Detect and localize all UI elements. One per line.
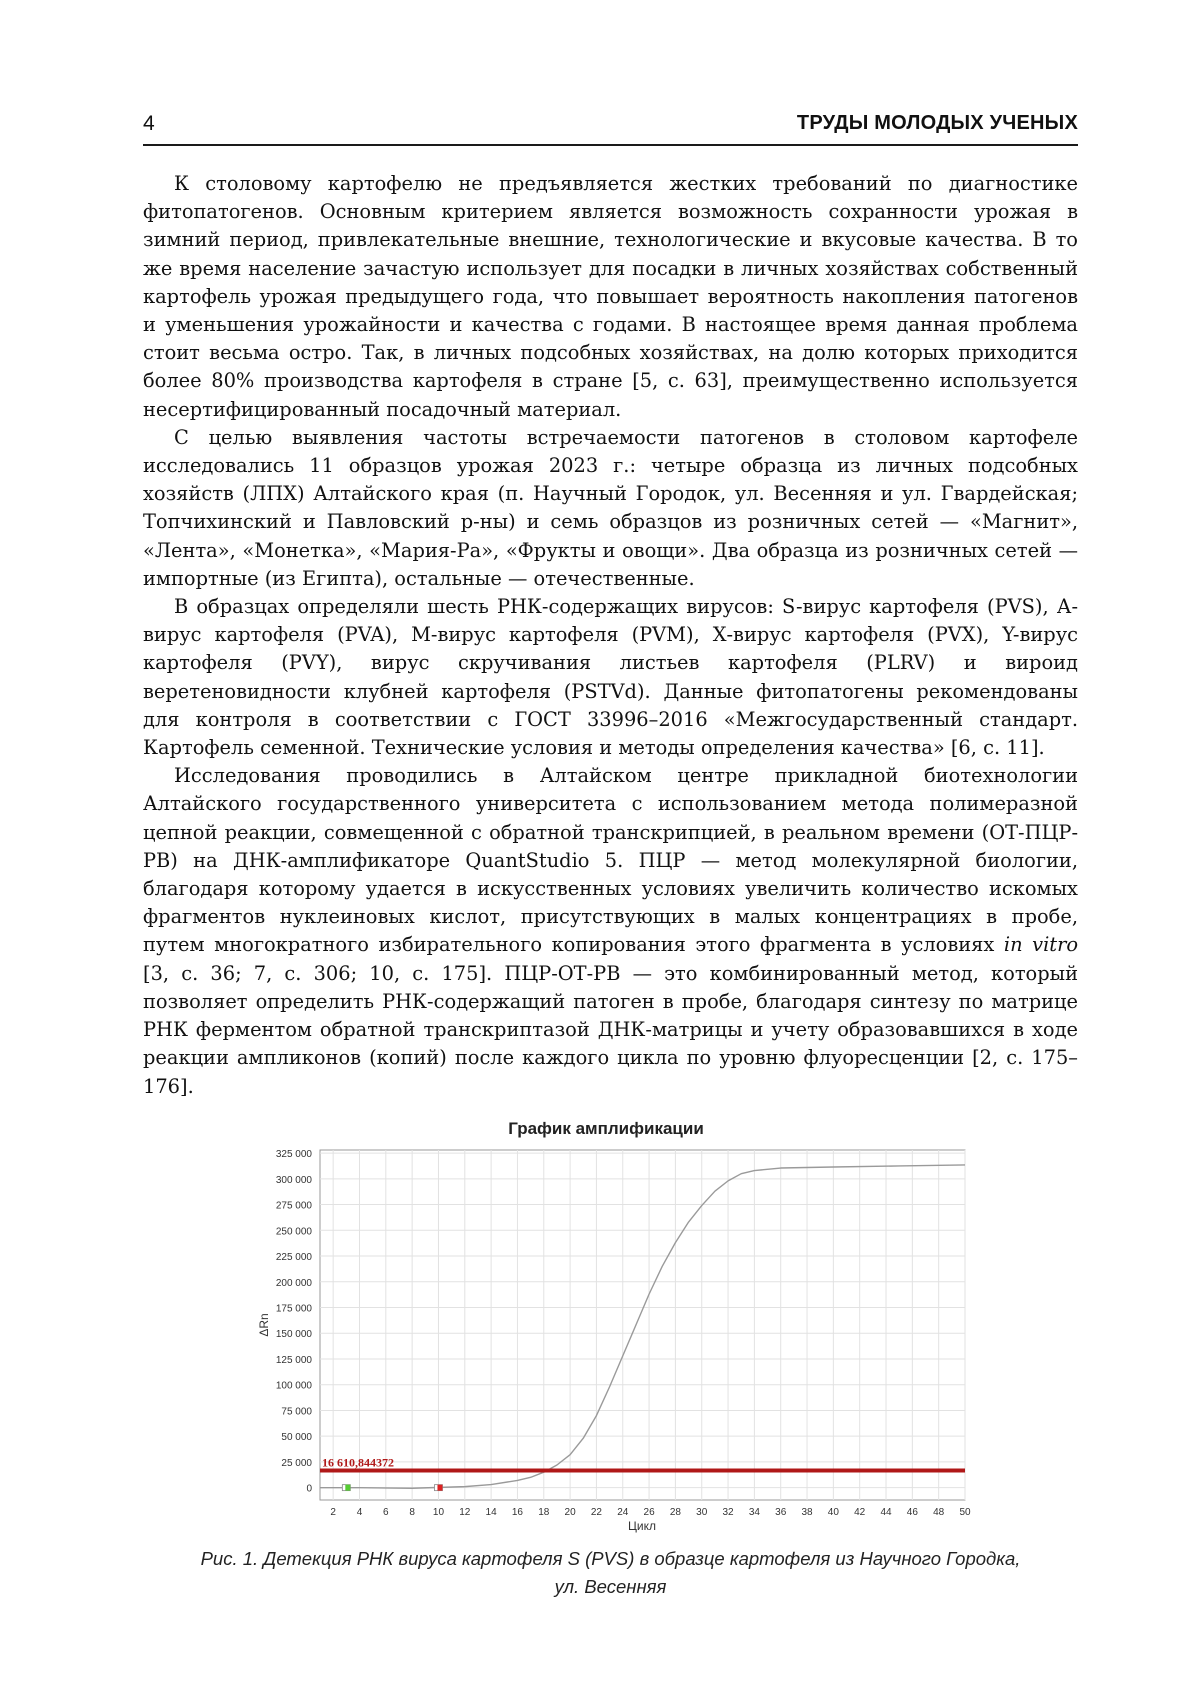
- y-tick-label: 250 000: [275, 1226, 312, 1238]
- paragraph-4-italic-term: in vitro: [1003, 933, 1079, 957]
- x-tick-label: 14: [485, 1507, 497, 1518]
- x-tick-label: 10: [432, 1507, 445, 1518]
- running-header: [143, 108, 1078, 146]
- x-tick-label: 34: [748, 1507, 760, 1518]
- x-tick-labels: [330, 1507, 971, 1518]
- paragraph-4: [143, 762, 1078, 1100]
- x-tick-label: 20: [564, 1507, 576, 1518]
- amplification-chart: [240, 1110, 975, 1540]
- x-tick-label: 2: [330, 1507, 336, 1518]
- x-axis-label: Цикл: [628, 1519, 656, 1533]
- x-tick-label: 38: [801, 1507, 813, 1518]
- y-axis-label: ΔRn: [257, 1313, 271, 1337]
- y-tick-label: 300 000: [275, 1174, 312, 1186]
- paragraph-2: С целью выявления частоты встречаемости патогенов в столовом картофеле исследовались 11 образцов урожая 2023 г.: четыре образца из личных подсобных хозяйств (ЛПХ) Алтайского края (п. Научный Городок, ул. Весенняя и ул. Гвардейская; Топчихинский и Павловский р-ны) и семь образцов из розничных сетей — «Магнит», «Лента», «Монетка», «Мария-Ра», «Фрукты и овощи». Два образца из розничных сетей — импортные (из Египта), остальные — отечественные.: [143, 425, 1078, 590]
- x-tick-label: 24: [617, 1507, 629, 1518]
- y-tick-label: 225 000: [275, 1252, 312, 1264]
- y-tick-label: 25 000: [281, 1457, 312, 1469]
- paragraph-3: В образцах определяли шесть РНК-содержащих вирусов: S-вирус картофеля (PVS), А-вирус картофеля (PVA), М-вирус картофеля (PVM), Х-вирус картофеля (PVX), Y-вирус картофеля (PVY), вирус скручивания листьев картофеля (PLRV) и вироид веретеновидности клубней картофеля (PSTVd). Данные фитопатогены рекомендованы для контроля в соответствии с ГОСТ 33996–2016 «Межгосударственный стандарт. Картофель семенной. Технические условия и методы определения качества» [6, с. 11].: [143, 595, 1078, 760]
- x-tick-label: 46: [906, 1507, 918, 1518]
- y-tick-label: 0: [306, 1483, 312, 1495]
- x-tick-label: 22: [590, 1507, 602, 1518]
- x-tick-label: 18: [538, 1507, 550, 1518]
- journal-title: ТРУДЫ МОЛОДЫХ УЧЕНЫХ: [796, 112, 1078, 134]
- x-tick-label: 4: [356, 1507, 363, 1518]
- x-tick-label: 36: [775, 1507, 787, 1518]
- y-tick-label: 150 000: [275, 1329, 312, 1341]
- marker-1: [437, 1485, 442, 1491]
- y-tick-label: 100 000: [275, 1380, 312, 1392]
- y-tick-labels: [276, 1149, 313, 1495]
- x-tick-label: 26: [643, 1507, 655, 1518]
- paragraph-1: К столовому картофелю не предъявляется жестких требований по диагностике фитопатогенов. Основным критерием является возможность сохранности урожая в зимний период, привлекательные внешние, технологические и вкусовые качества. В то же время население зачастую использует для посадки в личных хозяйствах собственный картофель урожая предыдущего года, что повышает вероятность накопления патогенов и уменьшения урожайности и качества с годами. В настоящее время данная проблема стоит весьма остро. Так, в личных подсобных хозяйствах, на долю которых приходится более 80% производства картофеля в стране [5, с. 63], преимущественно используется несертифицированный посадочный материал.: [143, 172, 1078, 421]
- marker-0: [345, 1485, 350, 1491]
- y-tick-label: 75 000: [281, 1406, 312, 1418]
- paragraph-4-text-a: Исследования проводились в Алтайском центре прикладной биотехнологии Алтайского государственного университета с использованием метода полимеразной цепной реакции, совмещенной с обратной транскрипцией, в реальном времени (ОТ-ПЦР-РВ) на ДНК-амплификаторе QuantStudio 5. ПЦР — метод молекулярной биологии, благодаря которому удается в искусственных условиях увеличить количество искомых фрагментов нуклеиновых кислот, присутствующих в малых концентрациях в пробе, путем многократного избирательного копирования этого фрагмента в условиях: [143, 764, 1078, 957]
- x-tick-label: 28: [669, 1507, 681, 1518]
- figure-caption: [143, 1545, 1078, 1601]
- y-tick-label: 200 000: [275, 1277, 312, 1289]
- y-tick-label: 175 000: [275, 1303, 312, 1315]
- x-tick-label: 6: [383, 1507, 389, 1518]
- x-tick-label: 8: [409, 1507, 415, 1518]
- y-tick-label: 50 000: [281, 1432, 312, 1444]
- chart-title: График амплификации: [508, 1119, 704, 1138]
- x-tick-label: 44: [880, 1507, 892, 1518]
- x-tick-label: 30: [696, 1507, 708, 1518]
- x-tick-label: 16: [511, 1507, 524, 1518]
- y-tick-label: 325 000: [275, 1149, 312, 1161]
- x-tick-label: 42: [854, 1507, 866, 1518]
- caption-line-1: Рис. 1. Детекция РНК вируса картофеля S (PVS) в образце картофеля из Научного Городка,: [200, 1548, 1021, 1569]
- article-body: [143, 170, 1078, 1101]
- paragraph-4-text-b: [3, с. 36; 7, с. 306; 10, с. 175]. ПЦР-ОТ-РВ — это комбинированный метод, который позволяет определить РНК-содержащий патоген в пробе, благодаря синтезу по матрице РНК ферментом обратной транскриптазой ДНК-матрицы и учету образовавшихся в ходе реакции ампликонов (копий) после каждого цикла по уровню флуоресценции [2, с. 175–176].: [143, 961, 1078, 1098]
- x-tick-label: 40: [827, 1507, 839, 1518]
- x-tick-label: 12: [459, 1507, 471, 1518]
- caption-line-2: ул. Весенняя: [554, 1576, 667, 1597]
- x-tick-label: 32: [722, 1507, 734, 1518]
- x-tick-label: 48: [933, 1507, 945, 1518]
- page-number: 4: [143, 112, 155, 135]
- plot-area: [320, 1150, 965, 1500]
- threshold-label: 16 610,844372: [322, 1455, 394, 1470]
- x-tick-label: 50: [959, 1507, 971, 1518]
- amplification-figure: [240, 1110, 975, 1540]
- y-tick-label: 125 000: [275, 1354, 312, 1366]
- y-tick-label: 275 000: [275, 1200, 312, 1212]
